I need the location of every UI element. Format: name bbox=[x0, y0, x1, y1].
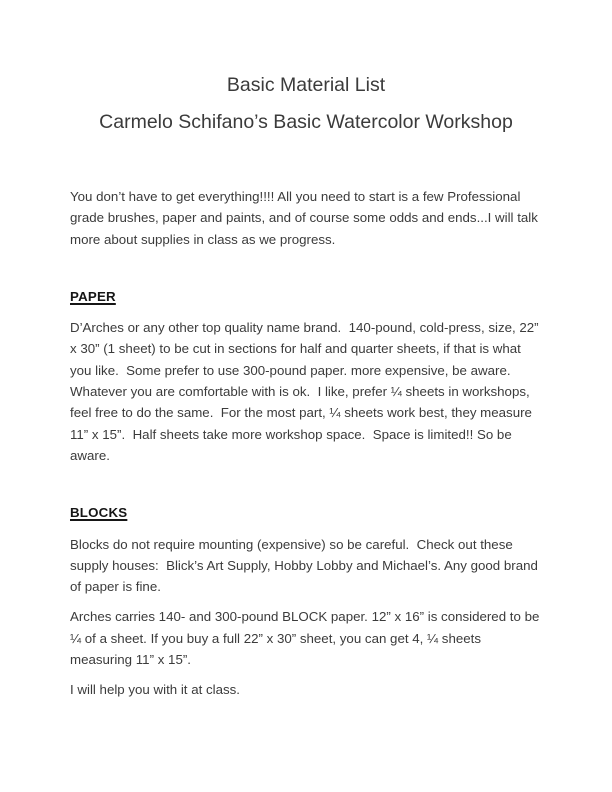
document-title: Basic Material List bbox=[226, 74, 386, 96]
section-blocks bbox=[70, 502, 542, 700]
section-paper-heading: PAPER bbox=[70, 288, 116, 304]
section-blocks-paragraph-1: Blocks do not require mounting (expensive) so be careful. Check out these supply houses: Blick’s Art Supply, Hobby Lobby and Michael’s. Any good brand of paper is fine. bbox=[70, 536, 542, 595]
intro-paragraph: You don’t have to get everything!!!! All you need to start is a few Professional grade brushes, paper and paints, and of course some odds and ends...I will talk more about supplies in class as we progress. bbox=[70, 189, 542, 247]
document-subtitle: Carmelo Schifano’s Basic Watercolor Workshop bbox=[99, 111, 513, 133]
section-blocks-paragraph-3: I will help you with it at class. bbox=[70, 682, 240, 698]
section-paper-paragraph: D’Arches or any other top quality name brand. 140-pound, cold-press, size, 22” x 30” (1 sheet) to be cut in sections for half and quarter sheets, if that is what you like. Some prefer to use 300-pound paper. more expensive, be aware. Whatever you are comfortable with is ok. I like, prefer ¼ sheets in workshops, feel free to do the same. For the most part, ¼ sheets work best, they measure 11” x 15”. Half sheets take more workshop space. Space is limited!! So be aware. bbox=[70, 320, 543, 463]
section-blocks-heading: BLOCKS bbox=[70, 505, 128, 521]
section-blocks-paragraph-2: Arches carries 140- and 300-pound BLOCK paper. 12” x 16” is considered to be ¼ of a sheet. If you buy a full 22” x 30” sheet, you can get 4, ¼ sheets measuring 11” x 15”. bbox=[70, 609, 544, 668]
section-paper bbox=[70, 286, 542, 466]
